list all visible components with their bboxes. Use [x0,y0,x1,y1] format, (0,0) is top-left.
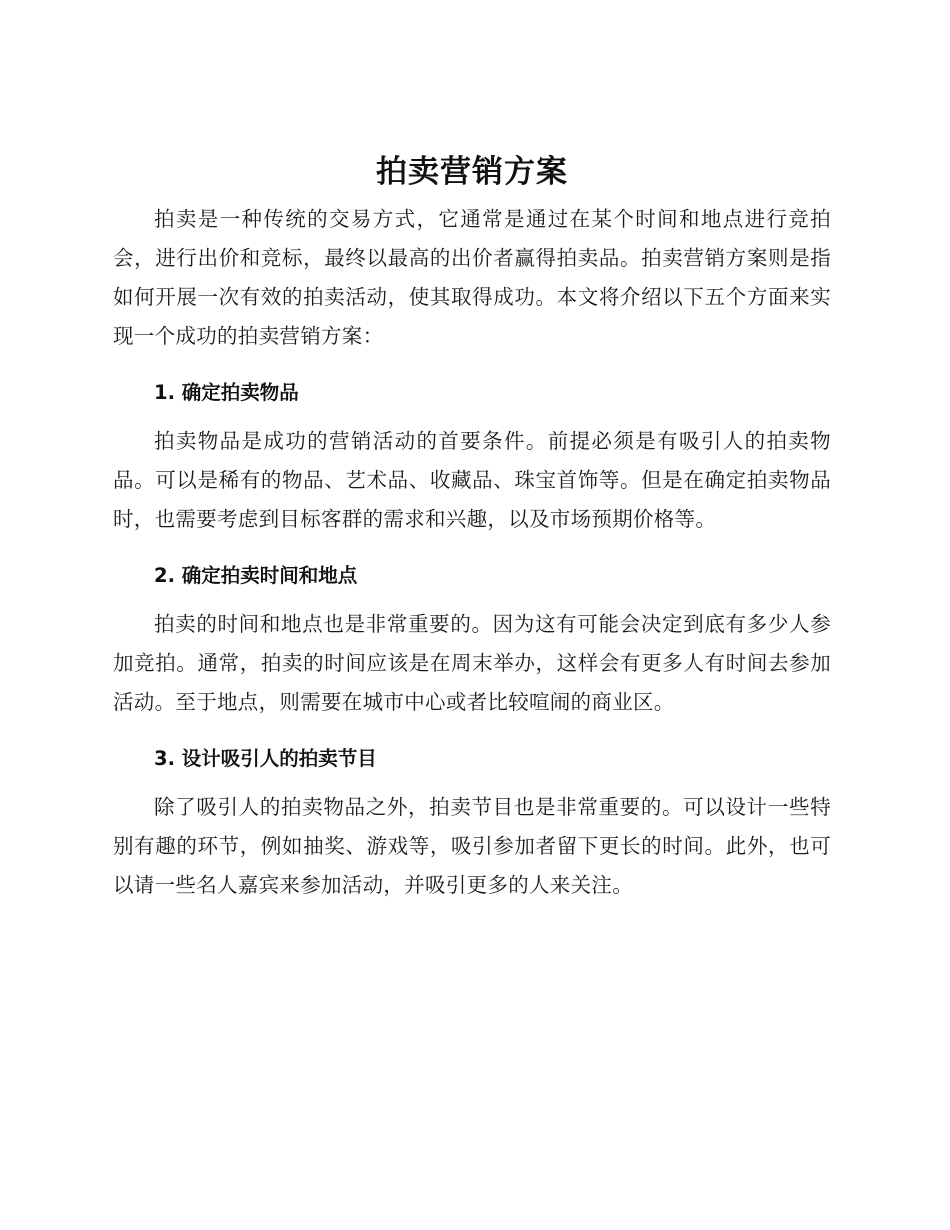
document-title: 拍卖营销方案 [376,154,568,190]
document-page [113,150,831,905]
section-heading: 1. 确定拍卖物品 [154,381,299,404]
section-1 [113,378,831,539]
section-paragraph: 拍卖的时间和地点也是非常重要的。因为这有可能会决定到底有多少人参加竞拍。通常，拍卖的时间应该是在周末举办，这样会有更多人有时间去参加活动。至于地点，则需要在城市中心或者比较喧闹的商业区。 [113,612,831,714]
section-3 [113,744,831,905]
section-heading: 3. 设计吸引人的拍卖节目 [154,747,377,770]
section-2 [113,561,831,722]
intro-paragraph: 拍卖是一种传统的交易方式，它通常是通过在某个时间和地点进行竞拍会，进行出价和竞标，最终以最高的出价者赢得拍卖品。拍卖营销方案则是指如何开展一次有效的拍卖活动，使其取得成功。本文将介绍以下五个方面来实现一个成功的拍卖营销方案： [113,207,831,348]
section-paragraph: 除了吸引人的拍卖物品之外，拍卖节目也是非常重要的。可以设计一些特别有趣的环节，例如抽奖、游戏等，吸引参加者留下更长的时间。此外，也可以请一些名人嘉宾来参加活动，并吸引更多的人来关注。 [113,795,831,897]
section-paragraph: 拍卖物品是成功的营销活动的首要条件。前提必须是有吸引人的拍卖物品。可以是稀有的物品、艺术品、收藏品、珠宝首饰等。但是在确定拍卖物品时，也需要考虑到目标客群的需求和兴趣，以及市场预期价格等。 [113,429,831,531]
section-heading: 2. 确定拍卖时间和地点 [154,564,358,587]
